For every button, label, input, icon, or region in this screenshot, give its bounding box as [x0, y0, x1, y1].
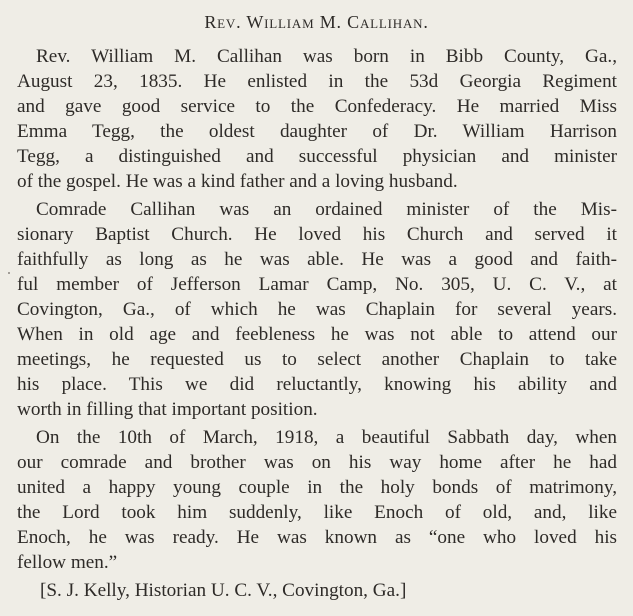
historian-signature: [S. J. Kelly, Historian U. C. V., Covington, Ga.]: [40, 580, 407, 601]
paragraph-1-line-2: August 23, 1835. He enlisted in the 53d Georgia Regiment: [17, 71, 617, 92]
paragraph-2-line-7: meetings, he requested us to select another Chaplain to take: [17, 349, 617, 370]
paragraph-2-line-2: sionary Baptist Church. He loved his Church and served it: [17, 224, 617, 245]
paragraph-2-line-9: worth in filling that important position.: [17, 399, 318, 420]
paragraph-2-line-5: Covington, Ga., of which he was Chaplain for several years.: [17, 299, 617, 320]
paragraph-1-line-1: Rev. William M. Callihan was born in Bibb County, Ga.,: [36, 46, 617, 67]
paragraph-2-line-8: his place. This we did reluctantly, knowing his ability and: [17, 374, 617, 395]
paper-speck: [8, 272, 10, 274]
paragraph-1-line-5: Tegg, a distinguished and successful physician and minister: [17, 146, 617, 167]
paragraph-2-line-3: faithfully as long as he was able. He was a good and faith-: [17, 249, 617, 270]
article-heading: Rev. William M. Callihan.: [204, 12, 429, 32]
paragraph-2-line-4: ful member of Jefferson Lamar Camp, No. 305, U. C. V., at: [17, 274, 617, 295]
paragraph-2-line-1: Comrade Callihan was an ordained minister of the Mis-: [36, 199, 617, 220]
paragraph-2-line-6: When in old age and feebleness he was not able to attend our: [17, 324, 617, 345]
paragraph-3-line-2: our comrade and brother was on his way home after he had: [17, 452, 617, 473]
paragraph-3-line-1: On the 10th of March, 1918, a beautiful Sabbath day, when: [36, 427, 617, 448]
paragraph-3-line-6: fellow men.”: [17, 552, 118, 573]
paragraph-1-line-3: and gave good service to the Confederacy. He married Miss: [17, 96, 617, 117]
paragraph-3-line-3: united a happy young couple in the holy bonds of matrimony,: [17, 477, 617, 498]
paragraph-3-line-5: Enoch, he was ready. He was known as “one who loved his: [17, 527, 617, 548]
paragraph-1-line-6: of the gospel. He was a kind father and a loving husband.: [17, 171, 458, 192]
paragraph-3-line-4: the Lord took him suddenly, like Enoch of old, and, like: [17, 502, 617, 523]
paragraph-1-line-4: Emma Tegg, the oldest daughter of Dr. William Harrison: [17, 121, 617, 142]
